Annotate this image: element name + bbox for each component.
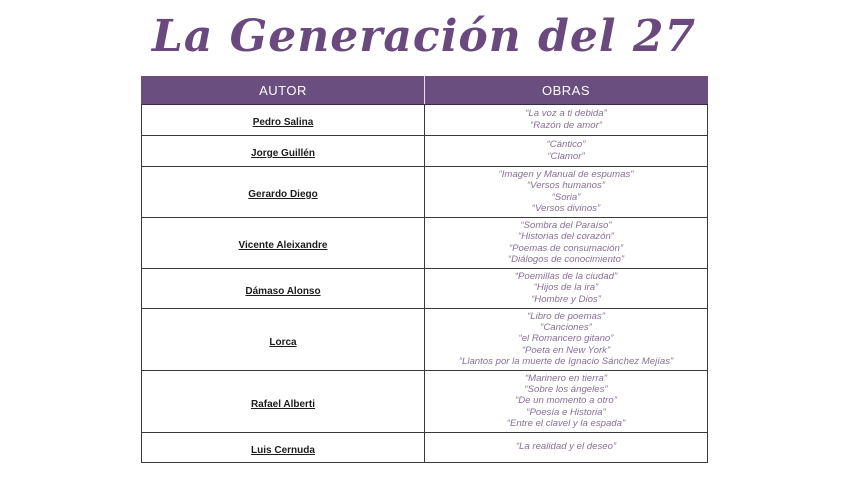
author-name: Jorge Guillén — [251, 148, 315, 159]
work-title: “Llantos por la muerte de Ignacio Sánchez Mejías” — [458, 355, 674, 367]
work-title: “Historias del corazón” — [518, 231, 614, 243]
work-title: “Poemillas de la ciudad” — [514, 271, 618, 283]
work-title: “Poesía e Historia” — [526, 406, 606, 418]
work-title: “Canciones” — [540, 322, 592, 334]
author-name: Pedro Salina — [252, 117, 314, 128]
table-row — [142, 167, 708, 218]
works-cell — [425, 433, 708, 463]
work-title: “Cántico” — [546, 139, 586, 151]
work-title: “Sobre los ángeles” — [524, 384, 608, 396]
table-row — [142, 309, 708, 371]
table-row — [142, 105, 708, 136]
author-cell — [142, 136, 425, 167]
authors-table — [141, 76, 708, 463]
author-name: Rafael Alberti — [250, 398, 316, 410]
work-title: “Imagen y Manual de espumas” — [498, 169, 634, 181]
author-name: Gerardo Diego — [248, 189, 318, 200]
work-title: “Hombre y Dios” — [531, 293, 601, 305]
author-cell — [142, 218, 425, 269]
author-name: Lorca — [269, 336, 297, 348]
work-title: “Marinero en tierra” — [524, 373, 608, 385]
author-cell — [142, 167, 425, 218]
work-title: “Diálogos de conocimiento” — [507, 253, 625, 265]
table-row — [142, 433, 708, 463]
author-cell — [142, 105, 425, 136]
work-title: “Versos divinos” — [531, 202, 601, 214]
works-cell — [425, 218, 708, 269]
work-title: “Clamor” — [547, 150, 585, 162]
work-title: “Poemas de consumación” — [508, 242, 624, 254]
author-cell — [142, 269, 425, 309]
work-title: “La voz a ti debida” — [525, 108, 607, 120]
works-cell — [425, 371, 708, 433]
work-title: “Poeta en New York” — [521, 344, 611, 356]
works-cell — [425, 167, 708, 218]
page-title: La Generación del 27 — [151, 11, 697, 62]
author-cell — [142, 309, 425, 371]
table-row — [142, 371, 708, 433]
work-title: “Hijos de la ira” — [533, 282, 599, 294]
column-header-autor: AUTOR — [142, 77, 425, 105]
works-cell — [425, 105, 708, 136]
column-header-obras: OBRAS — [425, 77, 708, 105]
work-title: “De un momento a otro” — [515, 395, 617, 407]
work-title: “el Romancero gitano” — [518, 333, 614, 345]
works-cell — [425, 136, 708, 167]
table-header-row — [142, 77, 708, 105]
work-title: “Razón de amor” — [530, 119, 602, 131]
author-name: Vicente Aleixandre — [238, 240, 328, 251]
works-cell — [425, 269, 708, 309]
table-row — [142, 218, 708, 269]
table-row — [142, 269, 708, 309]
work-title: “Entre el clavel y la espada” — [506, 417, 626, 429]
work-title: “Libro de poemas” — [527, 311, 605, 322]
work-title: “Sombra del Paraíso” — [520, 220, 612, 232]
author-name: Luis Cernuda — [251, 444, 315, 456]
author-name: Dámaso Alonso — [245, 285, 321, 297]
table-row — [142, 136, 708, 167]
work-title: “La realidad y el deseo” — [515, 441, 617, 453]
author-cell — [142, 371, 425, 433]
work-title: “Versos humanos” — [526, 180, 606, 192]
work-title: “Soria” — [551, 191, 581, 203]
author-cell — [142, 433, 425, 463]
works-cell — [425, 309, 708, 371]
